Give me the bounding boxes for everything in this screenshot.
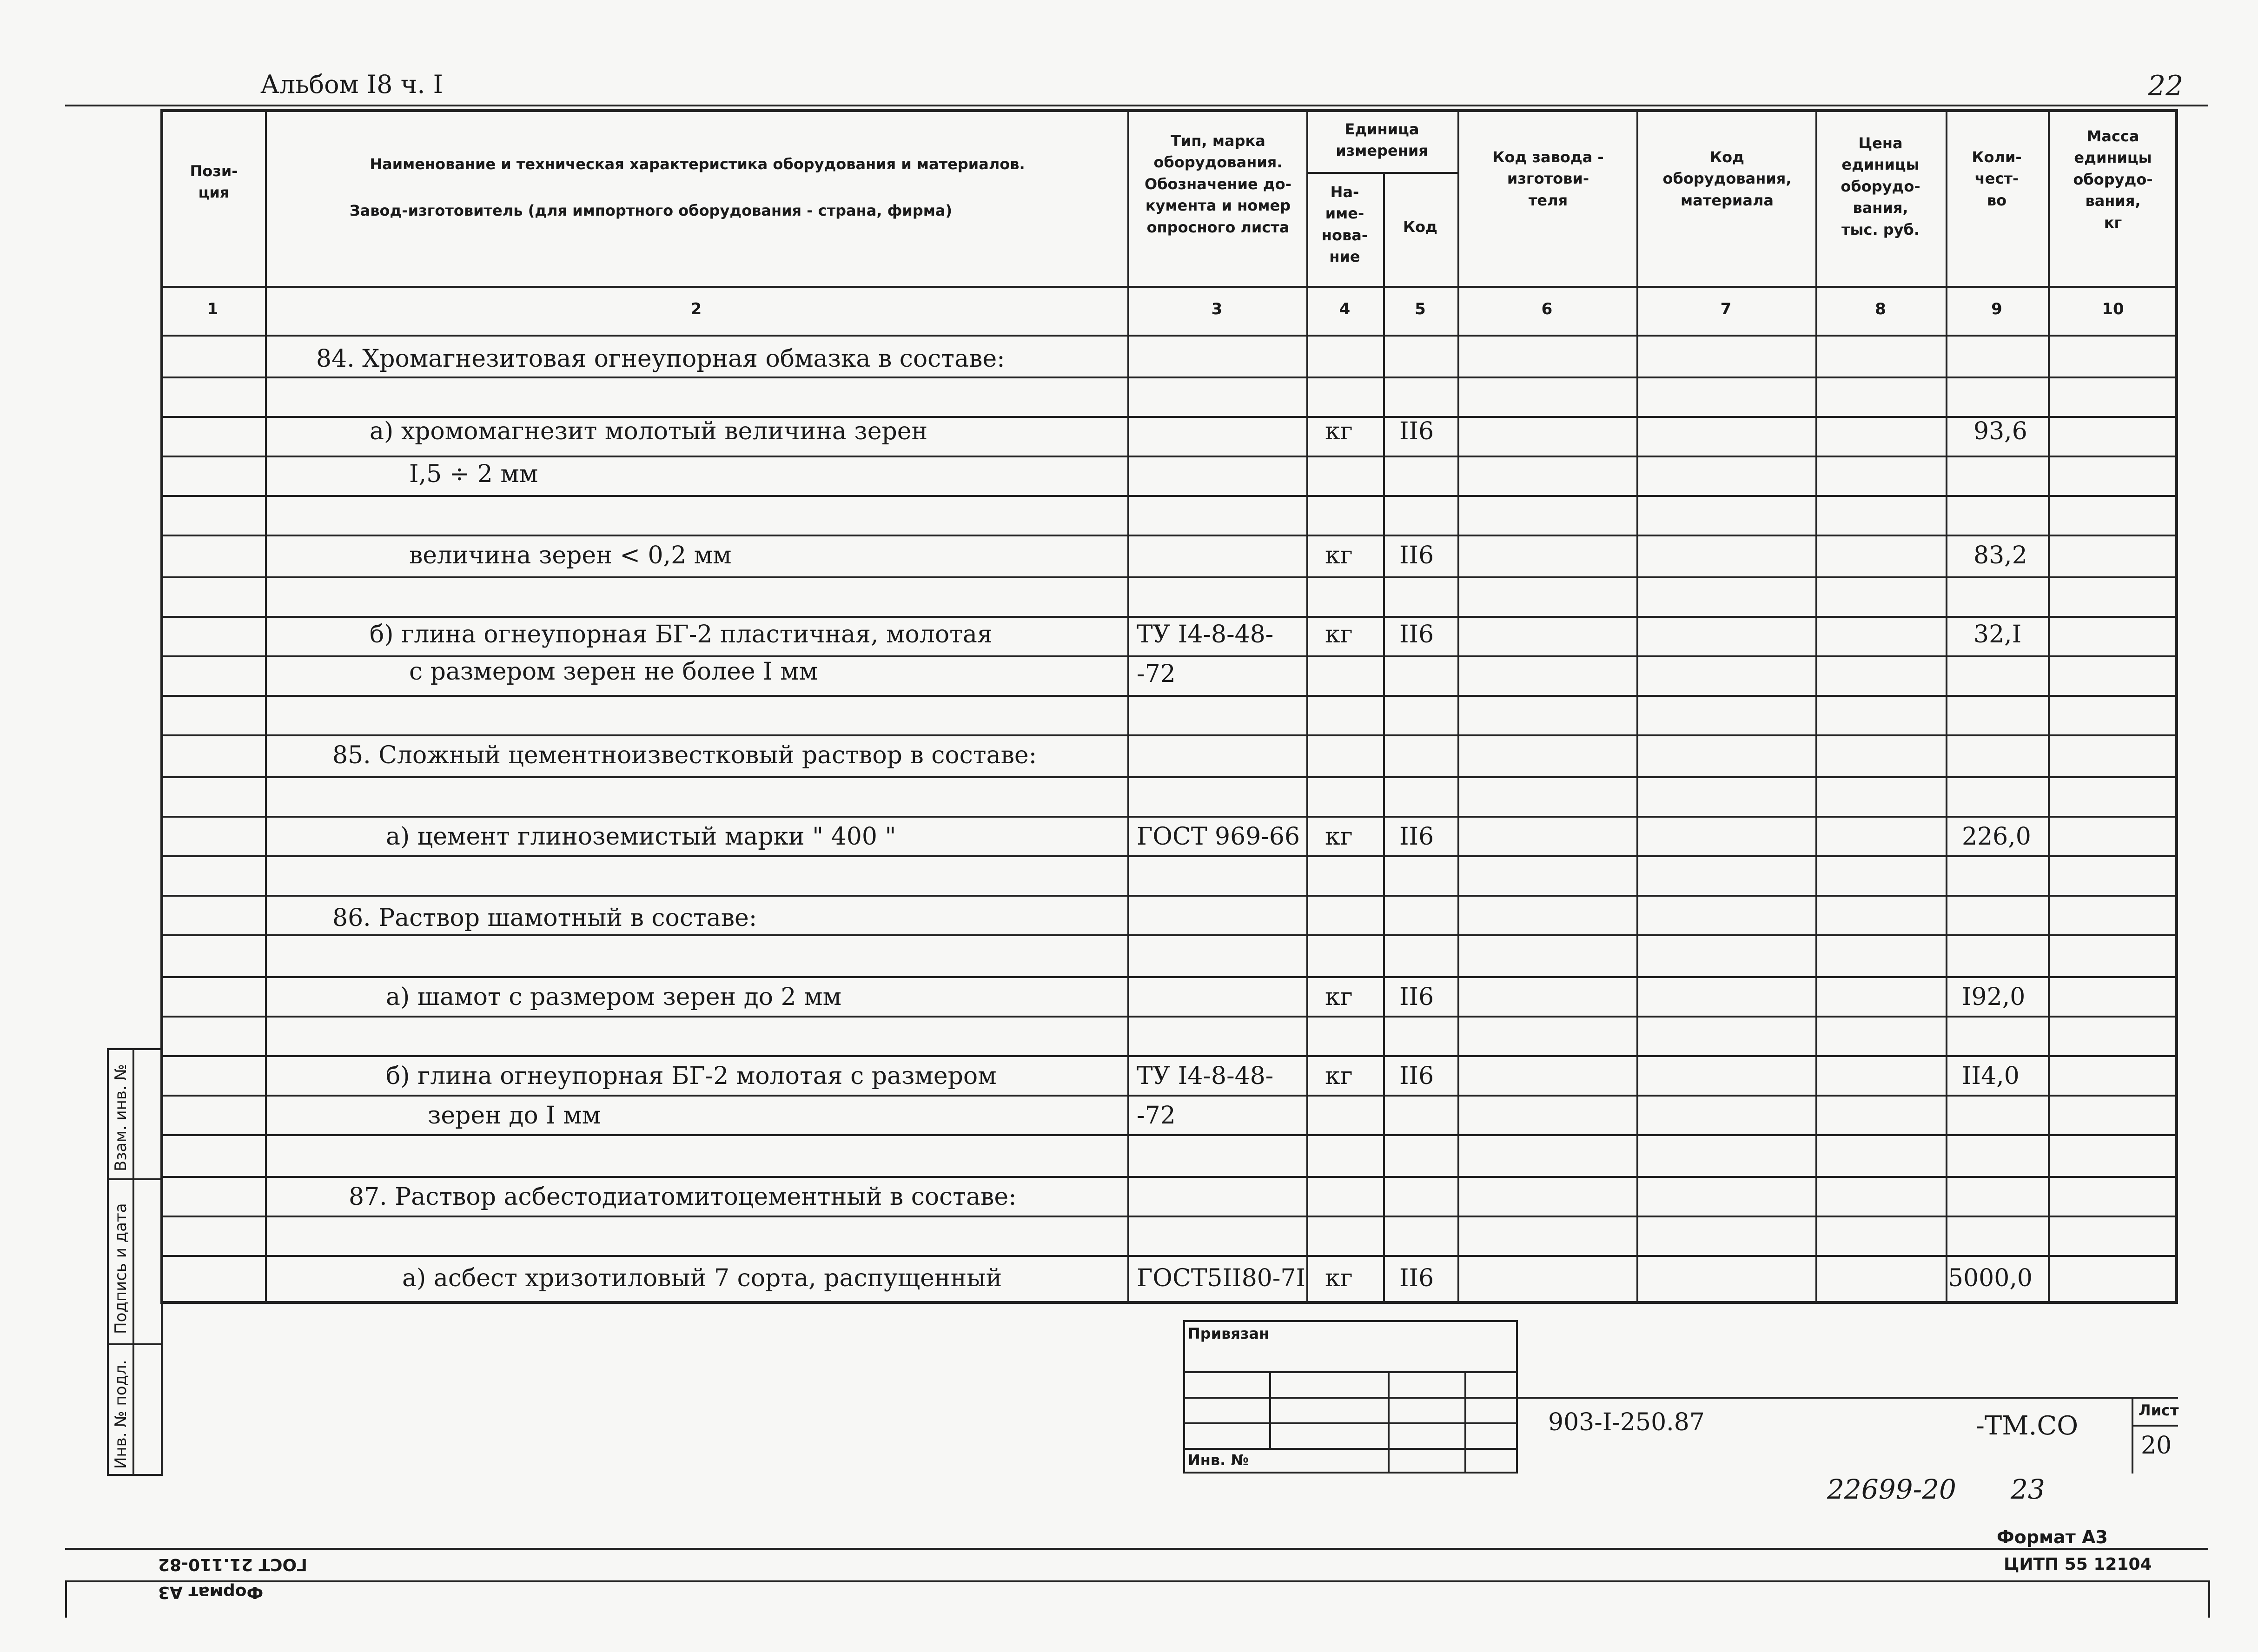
row-unit: кг bbox=[1325, 1062, 1353, 1090]
column-number: 8 bbox=[1875, 300, 1886, 318]
header-price: Цена единицы оборудо- вания, тыс. руб. bbox=[1841, 134, 1920, 238]
row-doc: -72 bbox=[1137, 1102, 1176, 1130]
row-qty: 93,6 bbox=[1973, 417, 2027, 445]
row-code: II6 bbox=[1399, 823, 1434, 851]
row-name: а) цемент глиноземистый марки " 400 " bbox=[386, 823, 896, 851]
row-qty: II4,0 bbox=[1962, 1062, 2020, 1090]
header-unit: Единица измерения bbox=[1336, 120, 1428, 160]
tsitp-label: ЦИТП 55 12104 bbox=[2004, 1555, 2152, 1574]
column-number: 3 bbox=[1211, 300, 1223, 318]
side-stamp-inv: Инв. № подл. bbox=[112, 1360, 130, 1469]
header-equipment-code: Код оборудования, материала bbox=[1662, 148, 1792, 209]
row-name: с размером зерен не более I мм bbox=[409, 658, 818, 686]
row-unit: кг bbox=[1325, 621, 1353, 648]
row-doc: ГОСТ 969-66 bbox=[1137, 823, 1300, 851]
header-mass: Масса единицы оборудо- вания, кг bbox=[2073, 127, 2153, 231]
sheet-number: 20 bbox=[2141, 1432, 2172, 1460]
row-code: II6 bbox=[1399, 542, 1434, 569]
handwritten-page-number: 22 bbox=[2148, 70, 2184, 102]
row-code: II6 bbox=[1399, 417, 1434, 445]
row-code: II6 bbox=[1399, 983, 1434, 1011]
album-label: Альбом I8 ч. I bbox=[260, 70, 444, 99]
row-name: 85. Сложный цементноизвестковый раствор в составе: bbox=[332, 741, 1037, 769]
privyazan-label: Привязан bbox=[1188, 1325, 1270, 1342]
column-number: 4 bbox=[1339, 300, 1351, 318]
side-stamp-sign: Подпись и дата bbox=[112, 1203, 130, 1334]
row-code: II6 bbox=[1399, 1062, 1434, 1090]
row-name: б) глина огнеупорная БГ-2 пластичная, молотая bbox=[370, 621, 993, 648]
row-qty: 32,I bbox=[1973, 621, 2022, 648]
row-name: величина зерен < 0,2 мм bbox=[409, 542, 732, 569]
row-unit: кг bbox=[1325, 983, 1353, 1011]
header-unit-name: На- име- нова- ние bbox=[1321, 183, 1368, 266]
row-qty: 5000,0 bbox=[1948, 1264, 2033, 1292]
sheet-label: Лист bbox=[2139, 1401, 2179, 1419]
row-doc: ТУ I4-8-48- bbox=[1137, 621, 1274, 648]
row-qty: 226,0 bbox=[1962, 823, 2031, 851]
column-number: 6 bbox=[1541, 300, 1553, 318]
column-number: 5 bbox=[1415, 300, 1426, 318]
row-name: 84. Хромагнезитовая огнеупорная обмазка в составе: bbox=[316, 345, 1005, 373]
side-stamp-vzam: Взам. инв. № bbox=[112, 1064, 130, 1171]
row-unit: кг bbox=[1325, 1264, 1353, 1292]
row-name: а) хромомагнезит молотый величина зерен bbox=[370, 417, 928, 445]
column-number: 1 bbox=[207, 300, 219, 318]
row-doc: ГОСТ5II80-7I bbox=[1137, 1264, 1306, 1292]
row-unit: кг bbox=[1325, 542, 1353, 569]
column-number: 2 bbox=[690, 300, 702, 318]
gost-flipped: ГОСТ 21.110-82 bbox=[158, 1555, 308, 1574]
inv-no-label: Инв. № bbox=[1188, 1451, 1249, 1469]
row-doc: ТУ I4-8-48- bbox=[1137, 1062, 1274, 1090]
row-code: II6 bbox=[1399, 1264, 1434, 1292]
row-name: 87. Раствор асбестодиатомитоцементный в составе: bbox=[349, 1183, 1017, 1211]
column-number: 9 bbox=[1991, 300, 2002, 318]
row-name: I,5 ÷ 2 мм bbox=[409, 460, 538, 488]
header-type: Тип, марка оборудования. Обозначение до- кумента и номер опросного листа bbox=[1145, 132, 1291, 236]
format-flipped: Формат А3 bbox=[158, 1583, 264, 1602]
column-number: 7 bbox=[1720, 300, 1732, 318]
row-name: 86. Раствор шамотный в составе: bbox=[332, 904, 757, 932]
document-code: 903-I-250.87 bbox=[1548, 1408, 1705, 1436]
header-quantity: Коли- чест- во bbox=[1972, 148, 2022, 209]
header-position: Пози- ция bbox=[190, 162, 238, 202]
document-suffix: -ТМ.СО bbox=[1976, 1411, 2079, 1441]
header-unit-code: Код bbox=[1403, 218, 1437, 236]
column-number: 10 bbox=[2102, 300, 2124, 318]
format-label: Формат А3 bbox=[1997, 1527, 2108, 1547]
archive-page: 23 bbox=[2011, 1474, 2045, 1505]
row-name: а) асбест хризотиловый 7 сорта, распущенный bbox=[402, 1264, 1002, 1292]
row-qty: I92,0 bbox=[1962, 983, 2026, 1011]
archive-number: 22699-20 bbox=[1827, 1474, 1956, 1505]
row-unit: кг bbox=[1325, 417, 1353, 445]
header-factory-code: Код завода - изготови- теля bbox=[1492, 148, 1604, 209]
row-doc: -72 bbox=[1137, 660, 1176, 688]
row-qty: 83,2 bbox=[1973, 542, 2027, 569]
header-name-line2: Завод-изготовитель (для импортного оборудования - страна, фирма) bbox=[349, 202, 953, 219]
row-code: II6 bbox=[1399, 621, 1434, 648]
row-name: б) глина огнеупорная БГ-2 молотая с размером bbox=[386, 1062, 997, 1090]
header-name-line1: Наименование и техническая характеристика оборудования и материалов. bbox=[370, 155, 1025, 173]
row-name: а) шамот с размером зерен до 2 мм bbox=[386, 983, 842, 1011]
row-unit: кг bbox=[1325, 823, 1353, 851]
row-name: зерен до I мм bbox=[428, 1102, 601, 1130]
